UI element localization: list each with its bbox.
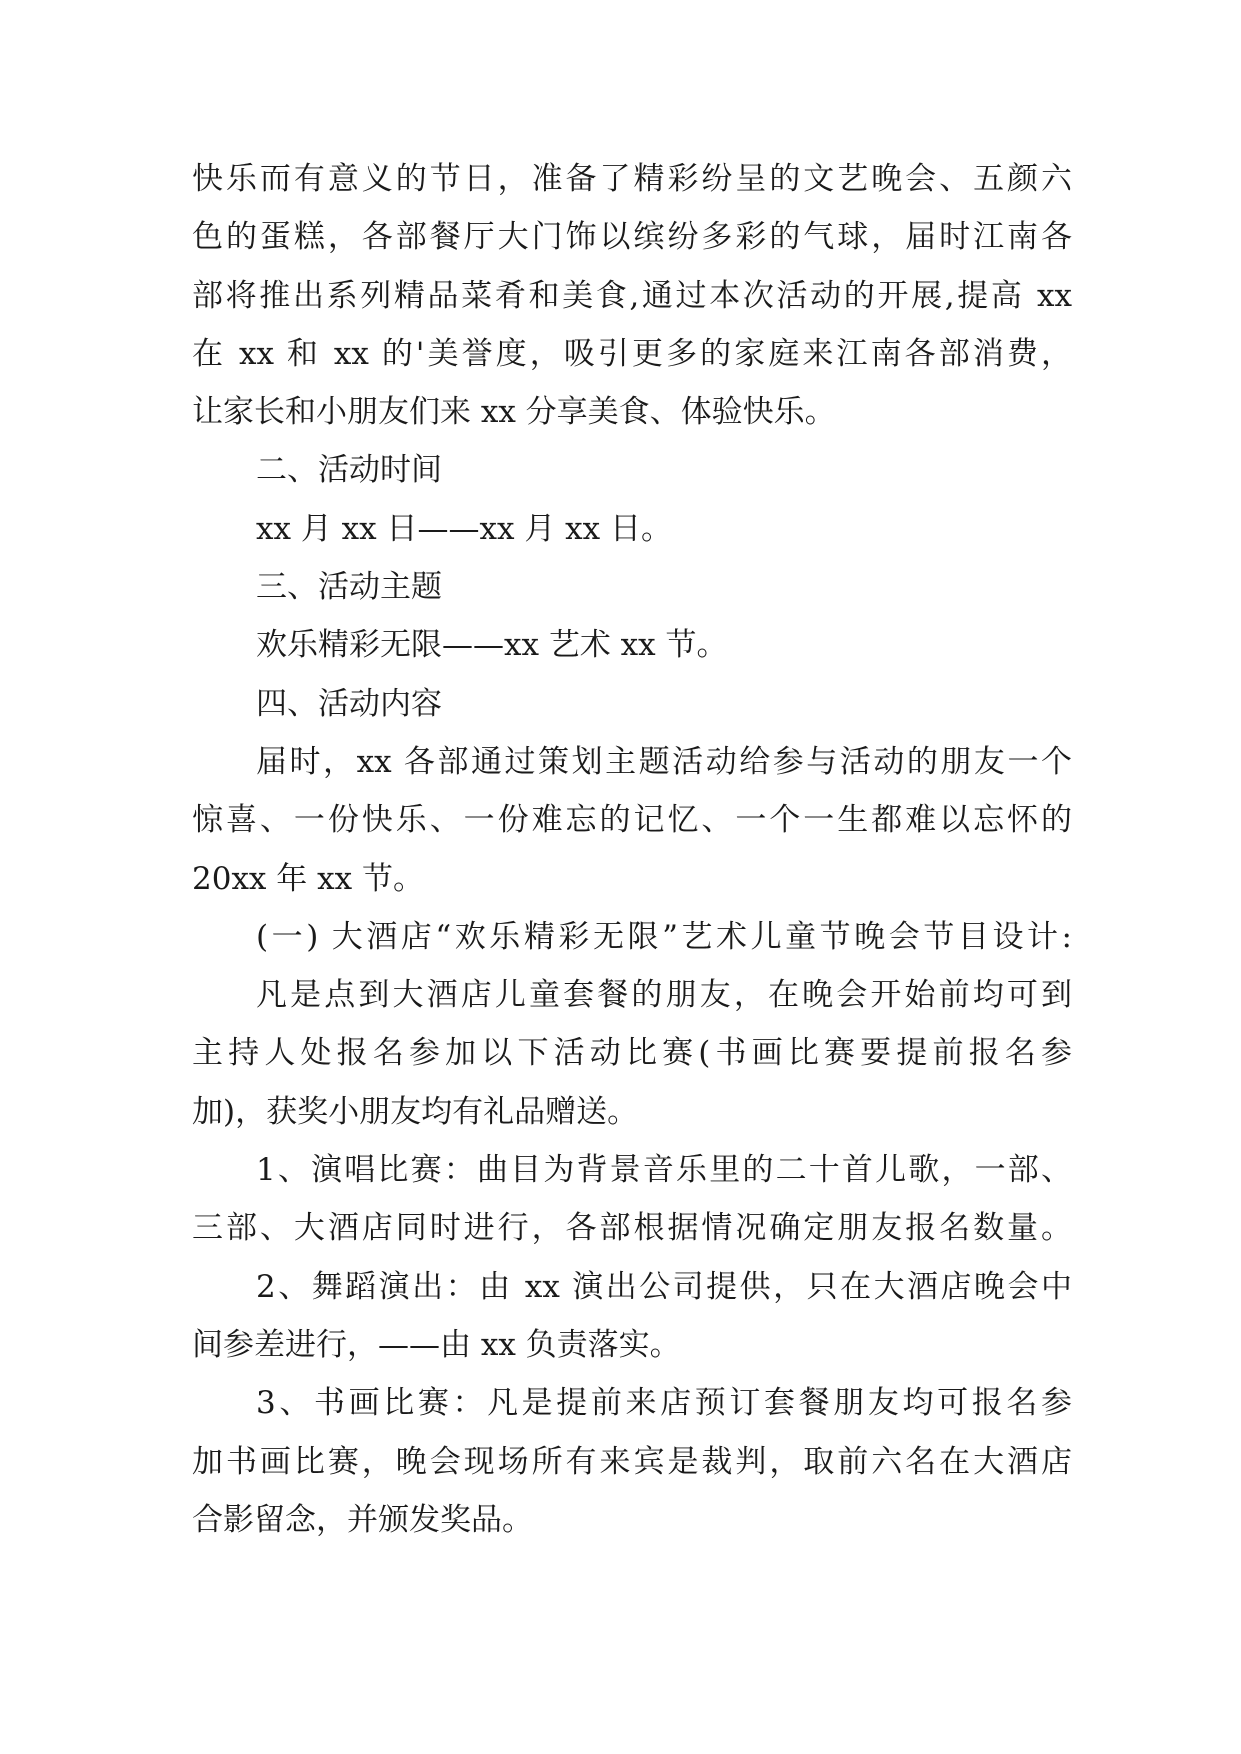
paragraph [192,733,1072,908]
text-line: 合影留念，并颁发奖品。 [192,1501,533,1538]
text-line: 快乐而有意义的节日，准备了精彩纷呈的文艺晚会、五颜六 [192,161,1072,197]
paragraph [192,1258,1072,1375]
text-line: 色的蛋糕，各部餐厅大门饰以缤纷多彩的气球，届时江南各 [192,219,1072,256]
text-line: 1、演唱比赛：曲目为背景音乐里的二十首儿歌，一部、 [256,1152,1072,1189]
text-line: 主持人处报名参加以下活动比赛(书画比赛要提前报名参 [192,1035,1072,1072]
text-line: 部将推出系列精品菜肴和美食,通过本次活动的开展,提高 xx [192,277,1072,314]
text-line: 凡是点到大酒店儿童套餐的朋友，在晚会开始前均可到 [256,977,1072,1014]
paragraph [192,966,1072,1141]
text-line: 二、活动时间 [256,452,442,489]
document-body [192,150,1072,1549]
paragraph [192,908,1072,966]
text-line: 让家长和小朋友们来 xx 分享美食、体验快乐。 [192,394,836,431]
text-line: (一) 大酒店“欢乐精彩无限”艺术儿童节晚会节目设计: [256,918,1072,955]
text-line: 加)，获奖小朋友均有礼品赠送。 [192,1093,639,1130]
text-line: 四、活动内容 [256,685,442,722]
section-heading [192,558,1072,616]
text-line: 三部、大酒店同时进行，各部根据情况确定朋友报名数量。 [192,1210,1072,1247]
text-line: 20xx 年 xx 节。 [192,860,424,897]
text-line: 3、书画比赛：凡是提前来店预订套餐朋友均可报名参 [256,1385,1072,1422]
text-line: xx 月 xx 日——xx 月 xx 日。 [256,510,672,547]
section-heading [192,441,1072,499]
paragraph [192,1374,1072,1549]
text-line: 加书画比赛，晚会现场所有来宾是裁判，取前六名在大酒店 [192,1443,1072,1480]
paragraph [192,500,1072,558]
text-line: 惊喜、一份快乐、一份难忘的记忆、一个一生都难以忘怀的 [192,802,1072,839]
text-line: 届时，xx 各部通过策划主题活动给参与活动的朋友一个 [256,743,1072,780]
text-line: 在 xx 和 xx 的'美誉度，吸引更多的家庭来江南各部消费， [192,335,1072,372]
paragraph [192,616,1072,674]
section-heading [192,675,1072,733]
text-line: 2、舞蹈演出：由 xx 演出公司提供，只在大酒店晚会中 [256,1268,1072,1305]
text-line: 间参差进行，——由 xx 负责落实。 [192,1326,681,1363]
text-line: 三、活动主题 [256,569,442,606]
paragraph [192,150,1072,441]
paragraph [192,1141,1072,1258]
text-line: 欢乐精彩无限——xx 艺术 xx 节。 [256,627,728,664]
